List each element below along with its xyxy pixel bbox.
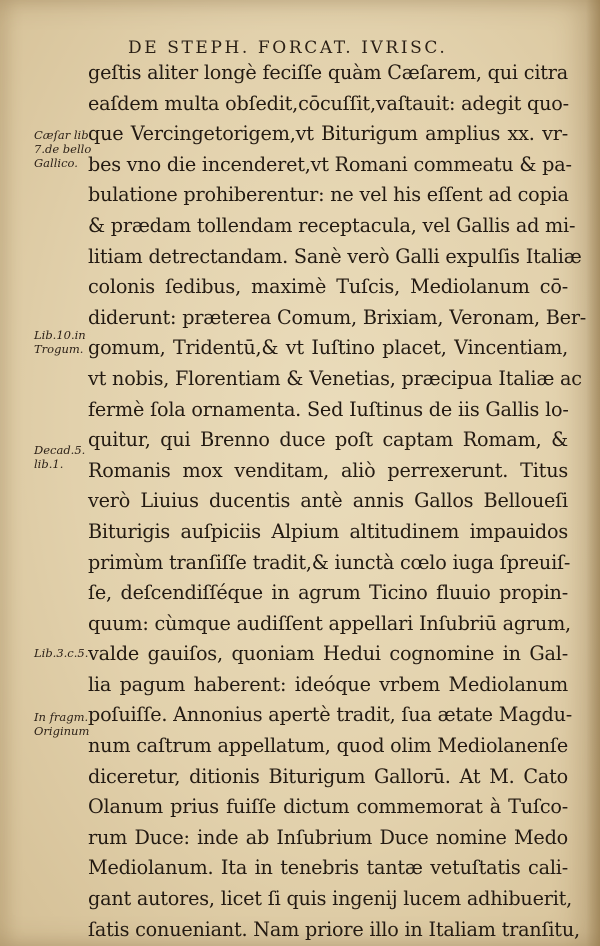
margin-note-line: Trogum. xyxy=(34,342,84,356)
text-line: Biturigis auſpiciis Alpium altitudinem impauidos xyxy=(88,519,568,543)
text-line: gomum, Tridentū,& vt Iuſtino placet, Vincentiam, xyxy=(88,336,568,360)
margin-note-trogum xyxy=(34,328,86,356)
margin-note-line: Cæſar lib. xyxy=(34,128,93,142)
text-line: num caſtrum appellatum, quod olim Mediolanenſe xyxy=(88,734,568,758)
text-line: quitur, qui Brenno duce poſt captam Romam, & xyxy=(88,428,568,452)
text-line: vt nobis, Florentiam & Venetias, præcipua Italiæ ac xyxy=(88,366,582,390)
text-line: quum: cùmque audiſſent appellari Inſubriū agrum, xyxy=(88,611,571,635)
margin-note-line: Originum xyxy=(34,724,90,738)
text-line: verò Liuius ducentis antè annis Gallos Belloueſi xyxy=(88,489,568,513)
text-line: & prædam tollendam receptacula, vel Gallis ad mi- xyxy=(88,213,576,237)
text-line: poſuiſſe. Annonius apertè tradit, ſua ætate Magdu- xyxy=(88,703,573,727)
margin-note-line: Lib.10.in xyxy=(34,328,86,342)
margin-note-line: Gallico. xyxy=(34,156,78,170)
text-line: Romanis mox venditam, aliò perrexerunt. Titus xyxy=(88,458,568,482)
text-line: ſatis conueniant. Nam priore illo in Italiam tranſitu, xyxy=(88,917,580,941)
running-head: DE STEPH. FORCAT. IVRISC. xyxy=(128,38,448,58)
margin-note-line: lib.1. xyxy=(34,457,64,471)
text-line: diderunt: præterea Comum, Brixiam, Veronam, Ber- xyxy=(88,305,587,329)
text-line: litiam detrectandam. Sanè verò Galli expulſis Italiæ xyxy=(88,244,582,268)
text-line: rum Duce: inde ab Inſubrium Duce nomine Medo xyxy=(88,825,568,849)
body-text xyxy=(88,58,587,945)
margin-note-line: Lib.3.c.5. xyxy=(34,646,89,660)
text-line: colonis ſedibus, maximè Tuſcis, Mediolanum cō- xyxy=(88,275,568,299)
text-line: eaſdem multa obſedit,cōcuſſit,vaſtauit: adegit quo- xyxy=(88,91,569,115)
margin-note-infragm xyxy=(34,710,89,738)
page-edge-shadow xyxy=(586,0,600,946)
text-line: gant autores, licet ſi quis ingenij lucem adhibuerit, xyxy=(88,887,573,911)
margin-note-line: In fragm. xyxy=(34,710,89,724)
text-line: ſe, deſcendiſſéque in agrum Ticino fluuio propin- xyxy=(88,581,568,605)
text-line: Olanum prius fuiſſe dictum commemorat à Tuſco- xyxy=(88,795,568,819)
text-line: valde gauiſos, quoniam Hedui cognomine in Gal- xyxy=(88,642,568,666)
margin-note-lib3 xyxy=(34,646,88,660)
text-line: que Vercingetorigem,vt Biturigum amplius xx. vr- xyxy=(88,122,568,146)
text-line: Mediolanum. Ita in tenebris tantæ vetuſtatis cali- xyxy=(88,856,568,880)
margin-note-decad xyxy=(34,443,85,471)
text-line: fermè ſola ornamenta. Sed Iuſtinus de iis Gallis lo- xyxy=(88,397,569,421)
text-line: bes vno die incenderet,vt Romani commeatu & pa- xyxy=(88,152,572,176)
margin-note-line: 7.de bello xyxy=(34,142,92,156)
margin-note-line: Decad.5. xyxy=(34,443,86,457)
text-line: lia pagum haberent: ideóque vrbem Mediolanum xyxy=(88,672,568,696)
text-line: primùm tranſiſſe tradit,& iunctà cœlo iuga ſpreuiſ- xyxy=(88,550,571,574)
text-line: diceretur, ditionis Biturigum Gallorū. At M. Cato xyxy=(88,764,568,788)
margin-note-caesar xyxy=(34,128,92,170)
text-line: bulatione prohiberentur: ne vel his eſſent ad copia xyxy=(88,183,569,207)
text-line: geſtis aliter longè feciſſe quàm Cæſarem, qui citra xyxy=(88,61,568,84)
